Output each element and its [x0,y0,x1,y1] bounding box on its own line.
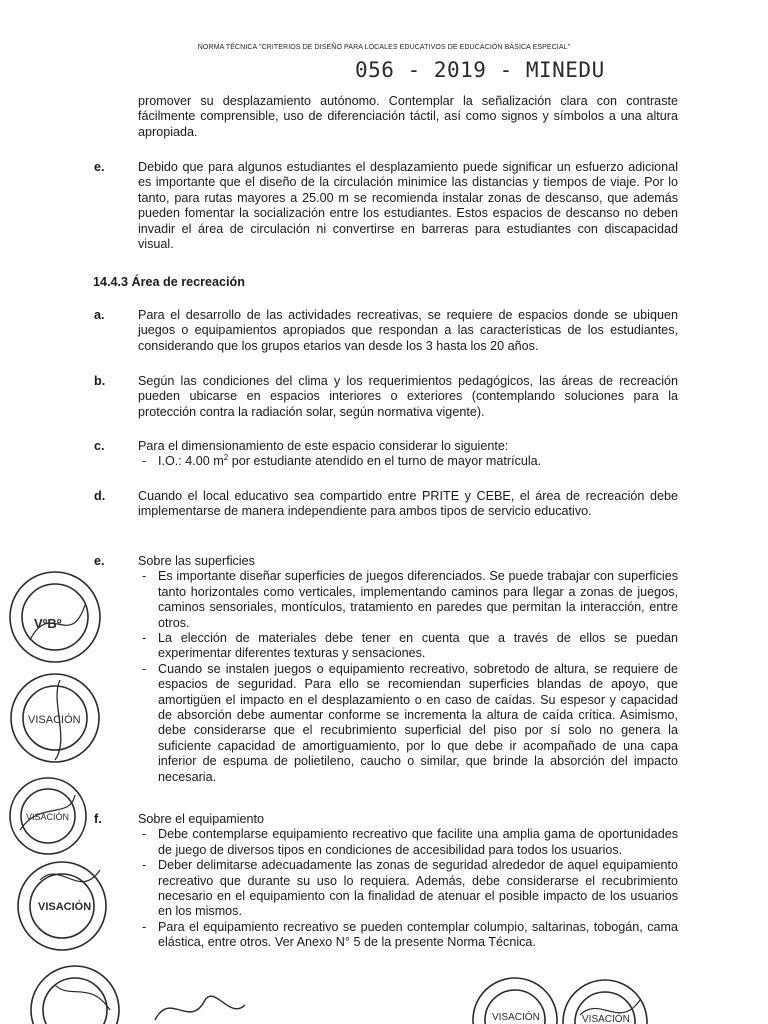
bullet-dash: - [142,661,147,676]
item-text-c: Para el dimensionamiento de este espacio considerar lo siguiente: [138,439,509,453]
item-c-bullet [138,454,678,469]
item-title-e2: Sobre las superficies [138,554,255,568]
item-letter-e1: e. [94,160,105,174]
item-letter-a: a. [94,308,105,322]
signature-icon [155,996,245,1020]
bullet-dash: - [142,454,147,469]
visacion-seal-icon [10,778,86,854]
item-text-d: Cuando el local educativo sea compartido entre PRITE y CEBE, el área de recreación debe implementarse de manera independiente para ambos tipos de servicio educativo. [138,489,678,519]
item-text-e1: Debido que para algunos estudiantes el desplazamiento puede significar un esfuerzo adicional es importante que el diseño de la circulación minimice las distancias y tiempos de viaje. Por lo tanto, para rutas mayores a 25.00 m se recomienda instalar zonas de descanso, que además pueden fomentar la socialización entre los estudiantes. Estos espacios de descanso no deben invadir el área de circulación ni convertirse en barreras para estudiantes con discapacidad visual. [138,160,678,252]
bullet-text: Para el equipamiento recreativo se pueden contemplar columpio, saltarinas, tobogán, cama elástica, entre otros. Ver Anexo N° 5 de la presente Norma Técnica. [158,919,678,950]
bullet-dash: - [142,858,147,873]
item-letter-e2: e. [94,554,105,568]
bullet-text-post: por estudiante atendido en el turno de mayor matrícula. [228,454,542,469]
bullet-dash: - [142,919,147,934]
document-norm-title: NORMA TÉCNICA "CRITERIOS DE DISEÑO PARA LOCALES EDUCATIVOS DE EDUCACIÓN BÁSICA ESPECIAL" [197,44,571,51]
item-title-f: Sobre el equipamiento [138,812,265,826]
visacion-seal-icon [563,980,647,1024]
visacion-seal-icon [473,978,557,1024]
item-text-b: Según las condiciones del clima y los requerimientos pedagógicos, las áreas de recreación pueden ubicarse en espacios interiores o exteriores (contemplando soluciones para la protección contra la radiación solar, según normativa vigente). [138,374,678,419]
svg-text:VISACIÓN: VISACIÓN [38,901,92,913]
surface-bullet [138,662,678,785]
intro-paragraph: promover su desplazamiento autónomo. Contemplar la señalización clara con contraste fácilmente comprensible, uso de diferenciación táctil, así como signos y símbolos a una altura apropiada. [138,94,678,139]
ministry-seal-icon [31,966,119,1024]
bullet-text-pre: I.O.: 4.00 m [158,454,224,469]
bullet-dash: - [142,631,147,646]
resolution-code: 056 - 2019 - MINEDU [355,58,605,82]
item-letter-d: d. [94,489,106,503]
bullet-text: Debe contemplarse equipamiento recreativo que facilite una amplia gama de oportunidades de juego de diversos tipos en condiciones de accesibilidad para todos los usuarios. [158,827,678,857]
bullet-text: Es importante diseñar superficies de juegos diferenciados. Se puede trabajar con superficies tanto horizontales como verticales, implementando caminos para llegar a zonas de juegos, caminos sensoriales, montículos, tratamiento en paredes que permitan la interacción, entre otros. [158,569,678,630]
bullet-dash: - [142,569,147,584]
equipment-bullet [138,827,678,858]
bullet-dash: - [142,827,147,842]
svg-text:VISACIÓN: VISACIÓN [582,1014,630,1024]
director-seal-icon [10,572,100,662]
svg-text:VISACIÓN: VISACIÓN [492,1012,540,1023]
item-c-block [138,439,678,470]
equipment-bullet [138,920,678,951]
item-letter-b: b. [94,374,106,388]
svg-text:VºBº: VºBº [34,616,62,631]
item-letter-f: f. [94,812,102,826]
bullet-text: La elección de materiales debe tener en cuenta que a través de ellos se puedan experimentar diferentes texturas y sensaciones. [158,631,678,661]
item-e2-block [138,554,678,785]
item-text-a: Para el desarrollo de las actividades recreativas, se requiere de espacios donde se ubiquen juegos o equipamientos apropiados que respondan a las características de los estudiantes, considerando que los grupos etarios van desde los 3 hasta los 20 años. [138,308,678,353]
bullet-text: Cuando se instalen juegos o equipamiento recreativo, sobretodo de altura, se requiere de espacios de seguridad. Para ello se recomiendan superficies blandas de apoyo, que amortigüen el impacto en el desplazamiento o en caso de caídas. Su espesor y capacidad de absorción debe aumentar conforme se incrementa la altura de caída crítica. Asimismo, debe considerarse que el recubrimiento superficial del piso por sí solo no genera la suficiente capacidad de amortiguamiento, por lo que debe ir acompañado de una capa inferior de espuma de polietileno, caucho o similar, que brinde la absorción del impacto necesaria. [158,661,678,784]
svg-text:VISACIÓN: VISACIÓN [26,812,70,822]
bullet-sup: 2 [223,453,229,463]
visacion-seal-icon [11,674,99,762]
equipment-bullet [138,858,678,920]
svg-text:VISACIÓN: VISACIÓN [28,714,81,726]
ministry-seal-icon [18,862,106,950]
item-letter-c: c. [94,439,105,453]
surface-bullet [138,569,678,631]
section-heading: 14.4.3 Área de recreación [93,275,245,289]
surface-bullet [138,631,678,662]
bullet-text: Deber delimitarse adecuadamente las zonas de seguridad alrededor de aquel equipamiento recreativo que durante su uso lo requiera. Además, debe considerarse el recubrimiento necesario en el equipamiento con la finalidad de atenuar el posible impacto de los usuarios en los mismos. [158,858,678,919]
item-f-block [138,812,678,951]
